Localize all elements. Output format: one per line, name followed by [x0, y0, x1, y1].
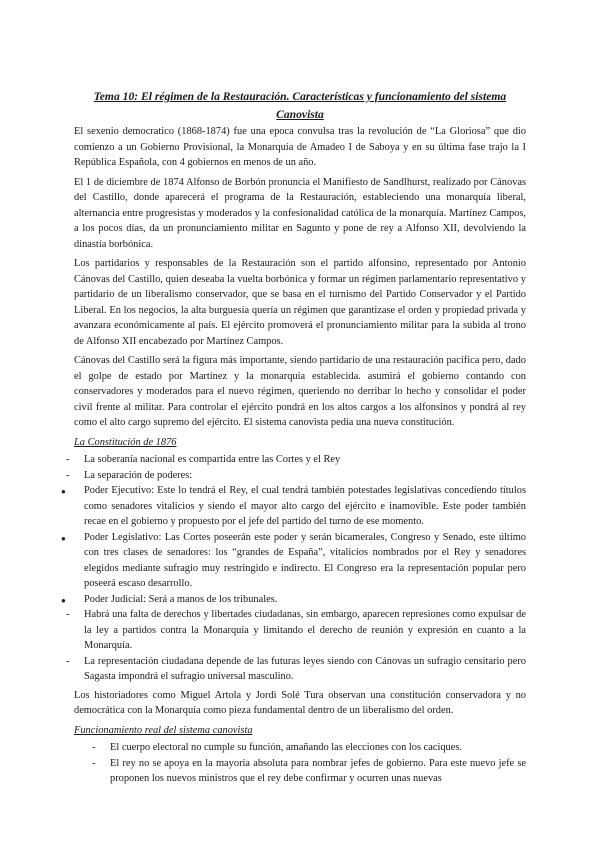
paragraph-canovas: Cánovas del Castillo será la figura más importante, siendo partidario de una restauración pacífica pero, dado el golpe de estado por Martínez y la monarquía establecida. asumirá el gobierno contando con conservadores y moderados para el nuevo régimen, queriendo no derribar lo hecho y consolidar el poder civil frente al militar. Para controlar el ejército pondrá en los altos cargos a los alfonsinos y pondrá al rey como el alto cargo supremo del ejército. El sistema canovista pedía una nueva constitución.	[74, 355, 526, 428]
paragraph-intro: El sexenio democratico (1868-1874) fue una epoca convulsa tras la revolución de “La Gloriosa” que dio comienzo a un Gobierno Provisional, la Monarquía de Amadeo I de Saboya y en su última fase trajo la I República Española, con 4 gobiernos en menos de un año.	[74, 126, 526, 168]
paragraph-partidarios: Los partidarios y responsables de la Restauración son el partido alfonsino, representado por Antonio Cánovas del Castillo, quien deseaba la vuelta borbónica y formar un régimen parlamentario representativo y partidario de un liberalismo conservador, que se basa en el turnismo del Partido Conservador y el Partido Liberal. En los negocios, la alta burguesía quería un régimen que garantizase el orden y propiedad privada y avanzara económicamente al país. El ejército promoverá el pronunciamiento militar para la subida al trono de Alfonso XII encabezado por Martínez Campos.	[74, 258, 526, 347]
list-item: ● Poder Judicial: Será a manos de los tribunales.	[74, 592, 526, 608]
list-item: - La soberanía nacional es compartida entre las Cortes y el Rey	[74, 452, 526, 468]
list-item: - La separación de poderes:	[74, 468, 526, 484]
list-item: - El rey no se apoya en la mayoría absoluta para nombrar jefes de gobierno. Para este nuevo jefe se proponen los nuevos ministros que el rey debe confirmar y ocurren unas nuevas	[110, 756, 526, 787]
list-item: ● Poder Legislativo: Las Cortes poseerán este poder y serán bicamerales, Congreso y Senado, este último con tres clases de senadores: los “grandes de España”, vitalicios nombrados por el Rey y senadores elegidos mediante sufragio muy restringido e indirecto. El Congreso era la representación popular pero poseerá escaso desarrollo.	[74, 530, 526, 592]
section-title-funcionamiento: Funcionamiento real del sistema canovista	[74, 724, 253, 736]
rights-list	[74, 607, 526, 685]
list-item: - La representación ciudadana depende de las futuras leyes siendo con Cánovas un sufragio censitario pero Sagasta impondrá el sufragio universal masculino.	[74, 654, 526, 685]
functioning-list	[74, 740, 526, 787]
list-item: ● Poder Ejecutivo: Este lo tendrá el Rey, el cual tendrá también potestades legislativas concediendo títulos como senadores vitalicios y siendo el mayor alto cargo del ejército e inamovible. Este poder también recae en el gobierno y propuesto por el jefe del partido del turno de ese momento.	[74, 483, 526, 530]
document-title: Tema 10: El régimen de la Restauración. Características y funcionamiento del sistema Canovista	[93, 90, 507, 121]
section-title-constitucion: La Constitución de 1876	[74, 436, 177, 448]
paragraph-manifiesto: El 1 de diciembre de 1874 Alfonso de Borbón pronuncia el Manifiesto de Sandlhurst, realizado por Cánovas del Castillo, donde aparecerá el programa de la Restauración, estableciendo una monarquía liberal, alternancia entre progresistas y moderados y la confesionalidad católica de la monarquía. Martínez Campos, a los pocos días, da un pronunciamiento militar en Sagunto y pone de rey a Alfonso XII, devolviendo la dinastía borbónica.	[74, 176, 526, 250]
constitution-list	[74, 452, 526, 483]
document-body	[74, 124, 526, 787]
powers-list	[74, 483, 526, 607]
list-item: - El cuerpo electoral no cumple su función, amañando las elecciones con los caciques.	[110, 740, 526, 756]
list-item: - Habrá una falta de derechos y libertades ciudadanas, sin embargo, aparecen represiones como expulsar de la ley a partidos contra la Monarquía y limitando el derecho de reunión y expresión en cuanto a la Monarquía.	[74, 607, 526, 654]
paragraph-historiadores: Los historiadores como Miguel Artola y Jordi Solé Tura observan una constitución conservadora y no democrática con la Monarquía como pieza fundamental dentro de un liberalismo del orden.	[74, 689, 526, 716]
